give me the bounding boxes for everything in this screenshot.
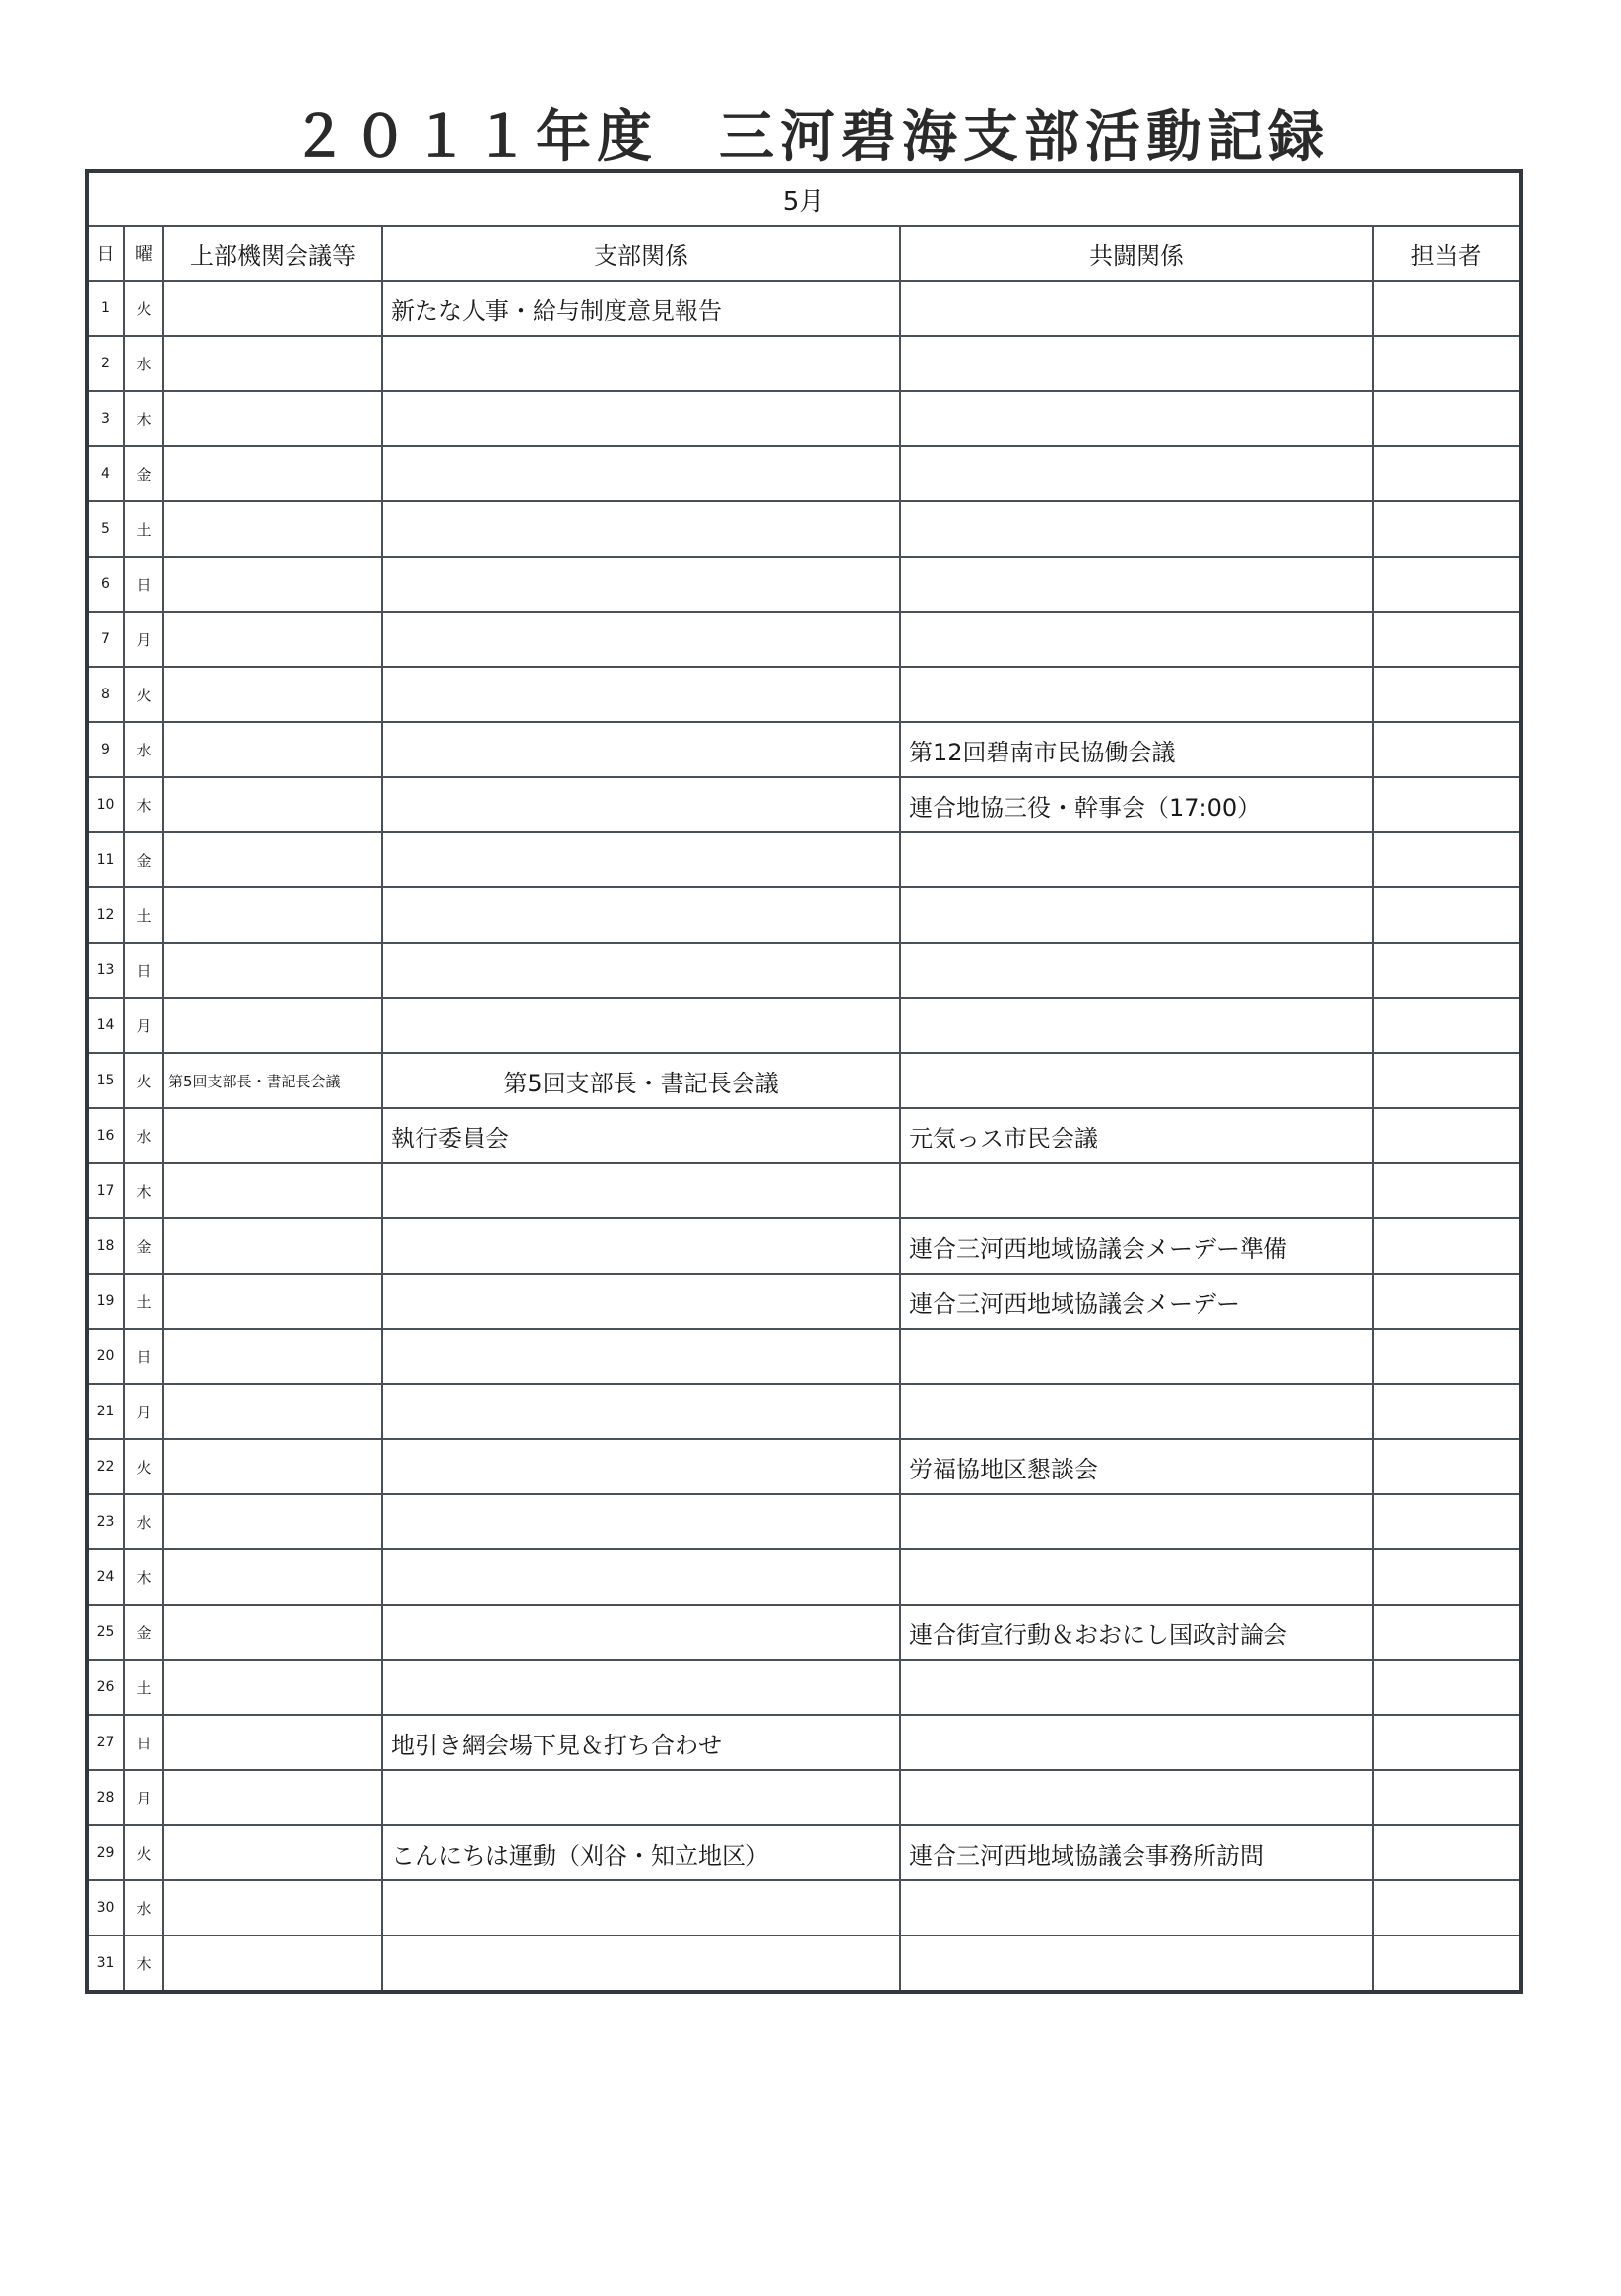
- person-cell: [1373, 1218, 1521, 1274]
- person-cell: [1373, 1605, 1521, 1660]
- upper-meetings-cell: [163, 1605, 382, 1660]
- table-row: [87, 446, 1521, 501]
- table-row: [87, 1825, 1521, 1880]
- weekday-cell: 日: [124, 1329, 163, 1384]
- upper-meetings-cell: [163, 557, 382, 612]
- person-cell: [1373, 1163, 1521, 1218]
- table-row: [87, 998, 1521, 1053]
- table-row: [87, 1935, 1521, 1992]
- joint-cell: [900, 612, 1373, 667]
- joint-cell: [900, 446, 1373, 501]
- table-row: [87, 1549, 1521, 1605]
- branch-cell: [382, 391, 900, 446]
- weekday-cell: 火: [124, 281, 163, 336]
- joint-cell: [900, 1549, 1373, 1605]
- day-number-cell: 2: [87, 336, 124, 391]
- day-number-cell: 25: [87, 1605, 124, 1660]
- joint-cell: 連合街宣行動＆おおにし国政討論会: [900, 1605, 1373, 1660]
- upper-meetings-cell: [163, 1108, 382, 1163]
- header-branch: 支部関係: [382, 226, 900, 281]
- upper-meetings-cell: [163, 1384, 382, 1439]
- header-person: 担当者: [1373, 226, 1521, 281]
- weekday-cell: 水: [124, 1494, 163, 1549]
- person-cell: [1373, 1439, 1521, 1494]
- person-cell: [1373, 1715, 1521, 1770]
- branch-cell: [382, 887, 900, 943]
- upper-meetings-cell: [163, 667, 382, 722]
- table-row: [87, 281, 1521, 336]
- joint-cell: [900, 391, 1373, 446]
- person-cell: [1373, 1108, 1521, 1163]
- table-row: [87, 1108, 1521, 1163]
- joint-cell: [900, 1163, 1373, 1218]
- weekday-cell: 水: [124, 722, 163, 777]
- branch-cell: [382, 1935, 900, 1992]
- day-number-cell: 18: [87, 1218, 124, 1274]
- joint-cell: 元気っス市民会議: [900, 1108, 1373, 1163]
- person-cell: [1373, 1880, 1521, 1935]
- upper-meetings-cell: [163, 1329, 382, 1384]
- table-row: [87, 1494, 1521, 1549]
- branch-cell: [382, 501, 900, 557]
- table-row: [87, 1880, 1521, 1935]
- activity-record-table: [85, 169, 1523, 1994]
- day-number-cell: 23: [87, 1494, 124, 1549]
- weekday-cell: 日: [124, 1715, 163, 1770]
- joint-cell: 連合三河西地域協議会メーデー準備: [900, 1218, 1373, 1274]
- upper-meetings-cell: [163, 336, 382, 391]
- branch-cell: [382, 943, 900, 998]
- weekday-cell: 火: [124, 667, 163, 722]
- person-cell: [1373, 501, 1521, 557]
- joint-cell: [900, 281, 1373, 336]
- joint-cell: [900, 943, 1373, 998]
- upper-meetings-cell: [163, 281, 382, 336]
- upper-meetings-cell: [163, 943, 382, 998]
- person-cell: [1373, 777, 1521, 832]
- day-number-cell: 9: [87, 722, 124, 777]
- day-number-cell: 13: [87, 943, 124, 998]
- upper-meetings-cell: 第5回支部長・書記長会議: [163, 1053, 382, 1108]
- joint-cell: [900, 1494, 1373, 1549]
- person-cell: [1373, 998, 1521, 1053]
- weekday-cell: 日: [124, 943, 163, 998]
- upper-meetings-cell: [163, 1274, 382, 1329]
- day-number-cell: 16: [87, 1108, 124, 1163]
- joint-cell: [900, 1770, 1373, 1825]
- person-cell: [1373, 1384, 1521, 1439]
- joint-cell: [900, 1329, 1373, 1384]
- table-row: [87, 612, 1521, 667]
- person-cell: [1373, 1935, 1521, 1992]
- day-number-cell: 19: [87, 1274, 124, 1329]
- upper-meetings-cell: [163, 1880, 382, 1935]
- day-number-cell: 3: [87, 391, 124, 446]
- person-cell: [1373, 1053, 1521, 1108]
- weekday-cell: 土: [124, 501, 163, 557]
- weekday-cell: 金: [124, 1218, 163, 1274]
- weekday-cell: 月: [124, 1384, 163, 1439]
- record-body: [87, 281, 1521, 1992]
- weekday-cell: 月: [124, 1770, 163, 1825]
- joint-cell: [900, 1053, 1373, 1108]
- branch-cell: [382, 998, 900, 1053]
- day-number-cell: 8: [87, 667, 124, 722]
- weekday-cell: 木: [124, 1549, 163, 1605]
- person-cell: [1373, 1660, 1521, 1715]
- table-row: [87, 1218, 1521, 1274]
- branch-cell: [382, 1274, 900, 1329]
- upper-meetings-cell: [163, 1549, 382, 1605]
- joint-cell: [900, 336, 1373, 391]
- weekday-cell: 土: [124, 1274, 163, 1329]
- day-number-cell: 24: [87, 1549, 124, 1605]
- person-cell: [1373, 391, 1521, 446]
- joint-cell: 連合三河西地域協議会メーデー: [900, 1274, 1373, 1329]
- table-row: [87, 887, 1521, 943]
- weekday-cell: 水: [124, 1108, 163, 1163]
- weekday-cell: 金: [124, 832, 163, 887]
- weekday-cell: 月: [124, 998, 163, 1053]
- header-joint: 共闘関係: [900, 226, 1373, 281]
- day-number-cell: 11: [87, 832, 124, 887]
- table-row: [87, 943, 1521, 998]
- joint-cell: [900, 998, 1373, 1053]
- branch-cell: [382, 1605, 900, 1660]
- branch-cell: [382, 1660, 900, 1715]
- person-cell: [1373, 446, 1521, 501]
- joint-cell: [900, 1935, 1373, 1992]
- person-cell: [1373, 1274, 1521, 1329]
- branch-cell: [382, 832, 900, 887]
- branch-cell: [382, 1549, 900, 1605]
- branch-cell: [382, 557, 900, 612]
- person-cell: [1373, 336, 1521, 391]
- joint-cell: [900, 667, 1373, 722]
- upper-meetings-cell: [163, 446, 382, 501]
- upper-meetings-cell: [163, 1660, 382, 1715]
- weekday-cell: 月: [124, 612, 163, 667]
- upper-meetings-cell: [163, 1770, 382, 1825]
- table-row: [87, 777, 1521, 832]
- joint-cell: [900, 832, 1373, 887]
- weekday-cell: 土: [124, 887, 163, 943]
- weekday-cell: 火: [124, 1053, 163, 1108]
- joint-cell: [900, 1880, 1373, 1935]
- month-row: [87, 171, 1521, 226]
- branch-cell: [382, 1384, 900, 1439]
- joint-cell: [900, 1384, 1373, 1439]
- day-number-cell: 7: [87, 612, 124, 667]
- day-number-cell: 5: [87, 501, 124, 557]
- branch-cell: 新たな人事・給与制度意見報告: [382, 281, 900, 336]
- weekday-cell: 金: [124, 446, 163, 501]
- day-number-cell: 17: [87, 1163, 124, 1218]
- upper-meetings-cell: [163, 1935, 382, 1992]
- weekday-cell: 木: [124, 777, 163, 832]
- table-row: [87, 336, 1521, 391]
- header-upper-meetings: 上部機関会議等: [163, 226, 382, 281]
- upper-meetings-cell: [163, 391, 382, 446]
- person-cell: [1373, 832, 1521, 887]
- day-number-cell: 21: [87, 1384, 124, 1439]
- branch-cell: [382, 1880, 900, 1935]
- person-cell: [1373, 667, 1521, 722]
- upper-meetings-cell: [163, 1494, 382, 1549]
- table-row: [87, 722, 1521, 777]
- day-number-cell: 20: [87, 1329, 124, 1384]
- day-number-cell: 30: [87, 1880, 124, 1935]
- weekday-cell: 日: [124, 557, 163, 612]
- upper-meetings-cell: [163, 501, 382, 557]
- day-number-cell: 15: [87, 1053, 124, 1108]
- joint-cell: 連合三河西地域協議会事務所訪問: [900, 1825, 1373, 1880]
- joint-cell: [900, 1715, 1373, 1770]
- upper-meetings-cell: [163, 998, 382, 1053]
- branch-cell: [382, 1494, 900, 1549]
- person-cell: [1373, 1329, 1521, 1384]
- branch-cell: [382, 1329, 900, 1384]
- table-row: [87, 1605, 1521, 1660]
- day-number-cell: 4: [87, 446, 124, 501]
- header-weekday: 曜: [124, 226, 163, 281]
- weekday-cell: 木: [124, 391, 163, 446]
- weekday-cell: 火: [124, 1825, 163, 1880]
- joint-cell: [900, 1660, 1373, 1715]
- person-cell: [1373, 722, 1521, 777]
- branch-cell: [382, 1163, 900, 1218]
- upper-meetings-cell: [163, 1825, 382, 1880]
- joint-cell: 第12回碧南市民協働会議: [900, 722, 1373, 777]
- person-cell: [1373, 1494, 1521, 1549]
- weekday-cell: 土: [124, 1660, 163, 1715]
- day-number-cell: 10: [87, 777, 124, 832]
- joint-cell: [900, 557, 1373, 612]
- joint-cell: [900, 501, 1373, 557]
- upper-meetings-cell: [163, 1218, 382, 1274]
- branch-cell: [382, 722, 900, 777]
- day-number-cell: 6: [87, 557, 124, 612]
- weekday-cell: 金: [124, 1605, 163, 1660]
- branch-cell: [382, 446, 900, 501]
- weekday-cell: 水: [124, 1880, 163, 1935]
- weekday-cell: 火: [124, 1439, 163, 1494]
- weekday-cell: 木: [124, 1163, 163, 1218]
- table-row: [87, 1053, 1521, 1108]
- joint-cell: 連合地協三役・幹事会（17:00）: [900, 777, 1373, 832]
- table-row: [87, 501, 1521, 557]
- day-number-cell: 1: [87, 281, 124, 336]
- branch-cell: [382, 336, 900, 391]
- branch-cell: こんにちは運動（刈谷・知立地区）: [382, 1825, 900, 1880]
- table-row: [87, 1329, 1521, 1384]
- table-row: [87, 1274, 1521, 1329]
- upper-meetings-cell: [163, 612, 382, 667]
- day-number-cell: 22: [87, 1439, 124, 1494]
- branch-cell: [382, 667, 900, 722]
- person-cell: [1373, 1825, 1521, 1880]
- table-row: [87, 1770, 1521, 1825]
- table-row: [87, 557, 1521, 612]
- branch-cell: [382, 1770, 900, 1825]
- branch-cell: [382, 1439, 900, 1494]
- day-number-cell: 26: [87, 1660, 124, 1715]
- day-number-cell: 31: [87, 1935, 124, 1992]
- upper-meetings-cell: [163, 722, 382, 777]
- table-row: [87, 1660, 1521, 1715]
- upper-meetings-cell: [163, 1163, 382, 1218]
- person-cell: [1373, 281, 1521, 336]
- branch-cell: 第5回支部長・書記長会議: [382, 1053, 900, 1108]
- day-number-cell: 28: [87, 1770, 124, 1825]
- branch-cell: 執行委員会: [382, 1108, 900, 1163]
- table-row: [87, 1384, 1521, 1439]
- upper-meetings-cell: [163, 1439, 382, 1494]
- weekday-cell: 木: [124, 1935, 163, 1992]
- table-row: [87, 667, 1521, 722]
- table-row: [87, 1163, 1521, 1218]
- day-number-cell: 12: [87, 887, 124, 943]
- table-row: [87, 832, 1521, 887]
- branch-cell: [382, 777, 900, 832]
- weekday-cell: 水: [124, 336, 163, 391]
- month-label: 5月: [87, 171, 1521, 226]
- joint-cell: 労福協地区懇談会: [900, 1439, 1373, 1494]
- column-header-row: [87, 226, 1521, 281]
- header-day: 日: [87, 226, 124, 281]
- person-cell: [1373, 1770, 1521, 1825]
- table-row: [87, 391, 1521, 446]
- branch-cell: [382, 1218, 900, 1274]
- day-number-cell: 29: [87, 1825, 124, 1880]
- person-cell: [1373, 887, 1521, 943]
- table-row: [87, 1439, 1521, 1494]
- day-number-cell: 27: [87, 1715, 124, 1770]
- branch-cell: 地引き網会場下見＆打ち合わせ: [382, 1715, 900, 1770]
- day-number-cell: 14: [87, 998, 124, 1053]
- person-cell: [1373, 557, 1521, 612]
- page-title: ２０１１年度 三河碧海支部活動記録: [292, 105, 1329, 169]
- person-cell: [1373, 943, 1521, 998]
- upper-meetings-cell: [163, 887, 382, 943]
- person-cell: [1373, 612, 1521, 667]
- upper-meetings-cell: [163, 832, 382, 887]
- branch-cell: [382, 612, 900, 667]
- person-cell: [1373, 1549, 1521, 1605]
- joint-cell: [900, 887, 1373, 943]
- upper-meetings-cell: [163, 1715, 382, 1770]
- table-row: [87, 1715, 1521, 1770]
- upper-meetings-cell: [163, 777, 382, 832]
